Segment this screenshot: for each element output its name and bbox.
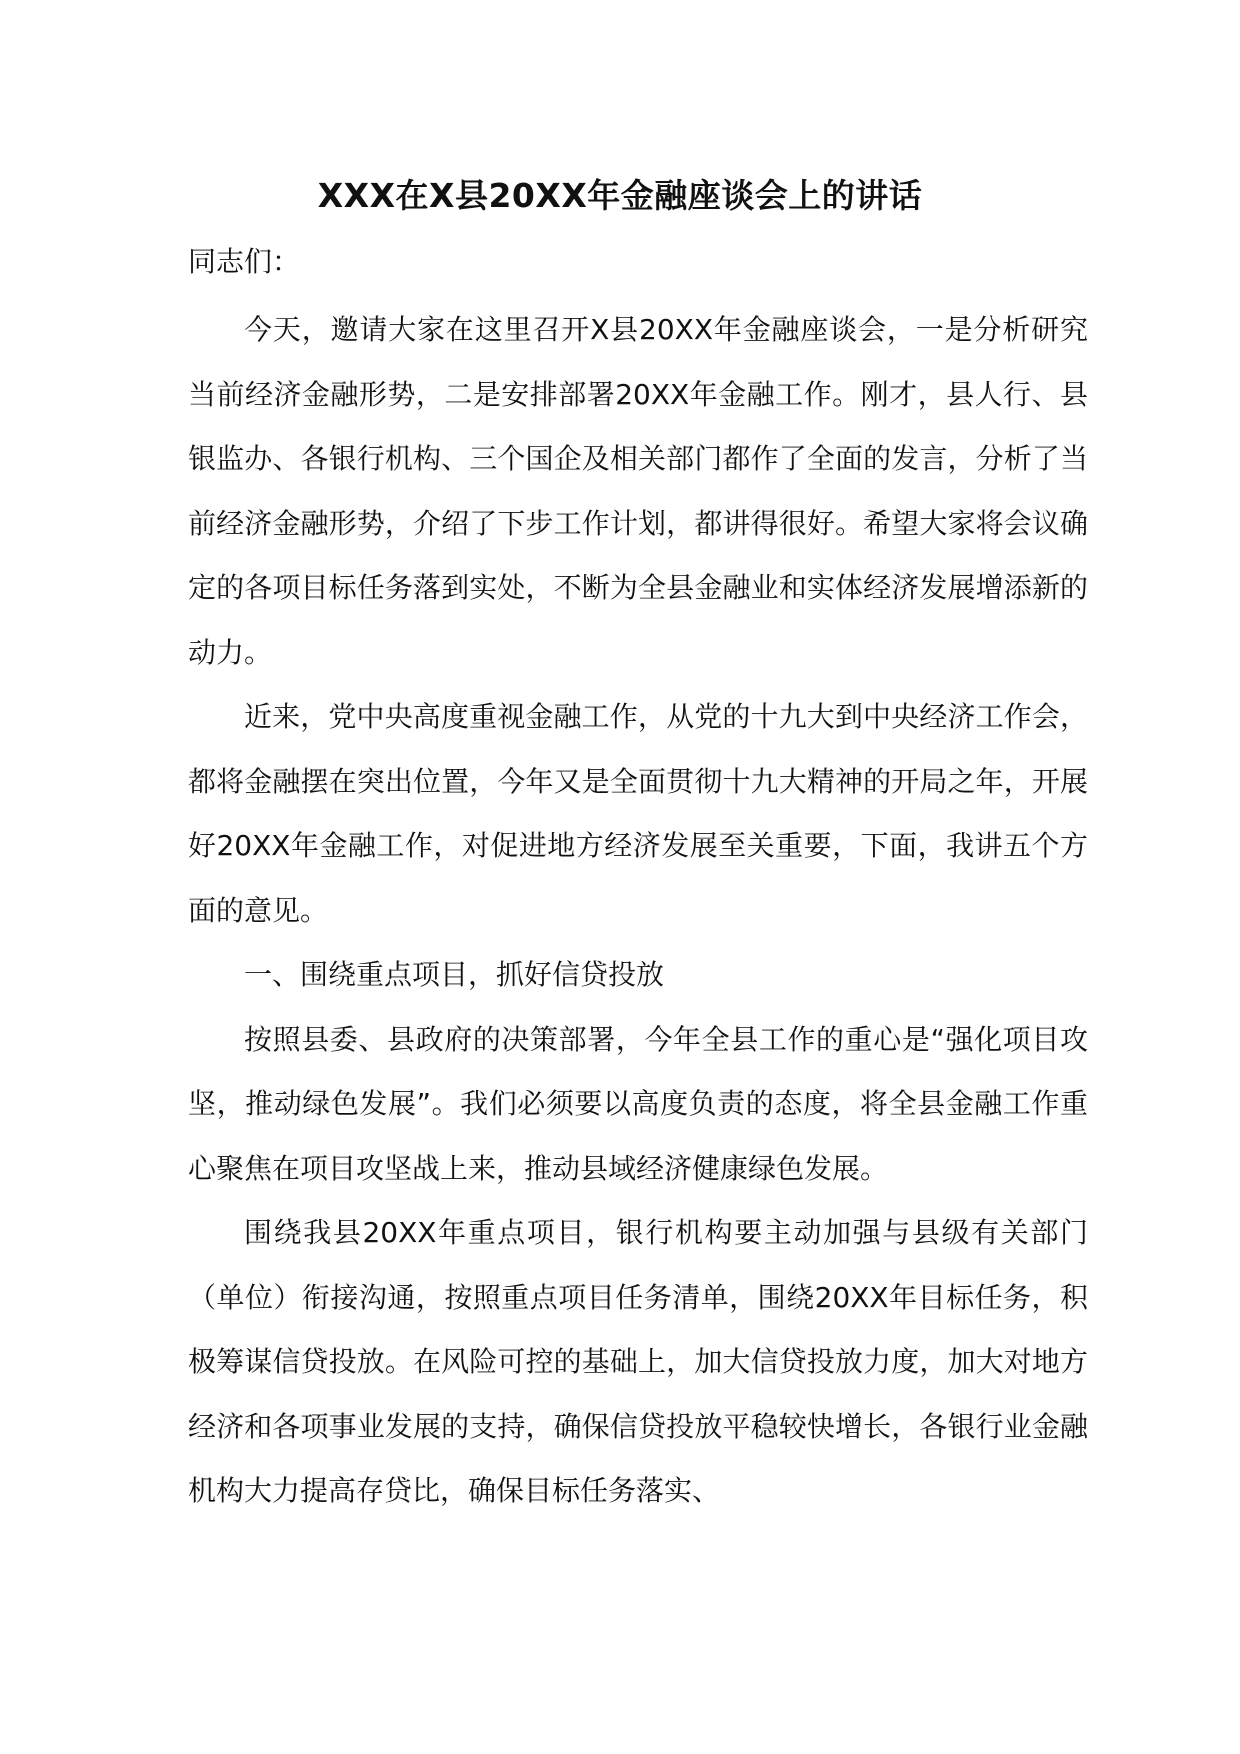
paragraph-intro: 今天，邀请大家在这里召开X县20XX年金融座谈会，一是分析研究当前经济金融形势，二是安排部署20XX年金融工作。刚才，县人行、县银监办、各银行机构、三个国企及相关部门都作了全面的发言，分析了当前经济金融形势，介绍了下步工作计划，都讲得很好。希望大家将会议确定的各项目标任务落到实处，不断为全县金融业和实体经济发展增添新的动力。: [188, 313, 1088, 669]
paragraph-context: 近来，党中央高度重视金融工作，从党的十九大到中央经济工作会，都将金融摆在突出位置，今年又是全面贯彻十九大精神的开局之年，开展好20XX年金融工作，对促进地方经济发展至关重要，下面，我讲五个方面的意见。: [188, 700, 1088, 927]
section-heading-1: 一、围绕重点项目，抓好信贷投放: [244, 958, 665, 991]
salutation: 同志们：: [188, 245, 301, 278]
paragraph-section1-a: 按照县委、县政府的决策部署，今年全县工作的重心是“强化项目攻坚，推动绿色发展”。我们必须要以高度负责的态度，将全县金融工作重心聚焦在项目攻坚战上来，推动县域经济健康绿色发展。: [188, 1022, 1088, 1185]
document-body: [188, 298, 1088, 1524]
paragraph-section1-b: 围绕我县20XX年重点项目，银行机构要主动加强与县级有关部门（单位）衔接沟通，按照重点项目任务清单，围绕20XX年目标任务，积极筹谋信贷投放。在风险可控的基础上，加大信贷投放力度，加大对地方经济和各项事业发展的支持，确保信贷投放平稳较快增长，各银行业金融机构大力提高存贷比，确保目标任务落实、: [188, 1216, 1088, 1507]
document-title: XXX在X县20XX年金融座谈会上的讲话: [317, 176, 923, 215]
